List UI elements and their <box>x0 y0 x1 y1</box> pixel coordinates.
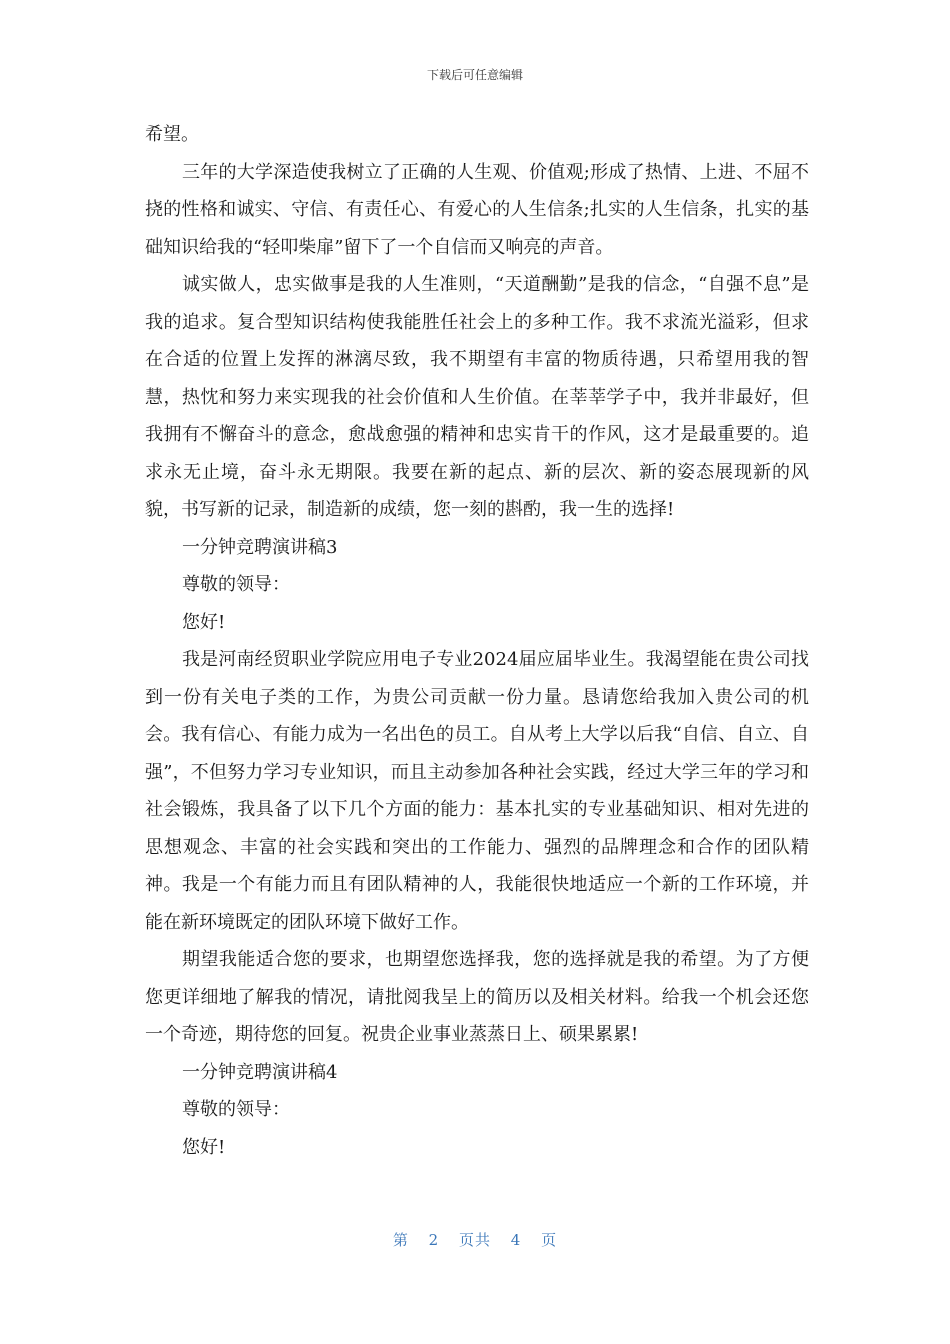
paragraph-8: 期望我能适合您的要求，也期望您选择我，您的选择就是我的希望。为了方便您更详细地了解我的情况，请批阅我呈上的简历以及相关材料。给我一个机会还您一个奇迹，期待您的回复。祝贵企业事业蒸蒸日上、硕果累累! <box>145 949 809 1045</box>
greeting-4: 您好! <box>182 1136 226 1158</box>
footer-total-pages: 4 <box>510 1231 522 1249</box>
footer-label-of: 页共 <box>458 1231 491 1249</box>
salutation-4: 尊敬的领导： <box>182 1099 290 1120</box>
footer-current-page: 2 <box>428 1231 440 1249</box>
paragraph-2: 三年的大学深造使我树立了正确的人生观、价值观;形成了热情、上进、不屈不挠的性格和诚实、守信、有责任心、有爱心的人生信条;扎实的人生信条，扎实的基础知识给我的“轻叩柴扉”留下了一个自信而又响亮的声音。 <box>145 161 809 258</box>
page-footer <box>0 1229 950 1250</box>
greeting-3: 您好! <box>182 611 226 633</box>
section-title-4: 一分钟竞聘演讲稿4 <box>182 1061 338 1083</box>
section-title-3: 一分钟竞聘演讲稿3 <box>182 536 338 558</box>
header-text: 下载后可任意编辑 <box>426 68 523 82</box>
paragraph-7: 我是河南经贸职业学院应用电子专业2024届应届毕业生。我渴望能在贵公司找到一份有关电子类的工作，为贵公司贡献一份力量。恳请您给我加入贵公司的机会。我有信心、有能力成为一名出色的员工。自从考上大学以后我“自信、自立、自强”，不但努力学习专业知识，而且主动参加各种社会实践，经过大学三年的学习和社会锻炼，我具备了以下几个方面的能力：基本扎实的专业基础知识、相对先进的思想观念、丰富的社会实践和突出的工作能力、强烈的品牌理念和合作的团队精神。我是一个有能力而且有团队精神的人，我能很快地适应一个新的工作环境，并能在新环境既定的团队环境下做好工作。 <box>145 649 809 933</box>
page-header <box>0 66 950 83</box>
paragraph-1: 希望。 <box>145 124 199 145</box>
footer-label-page: 第 <box>392 1231 409 1249</box>
document-body <box>145 116 809 1166</box>
salutation-3: 尊敬的领导： <box>182 574 290 595</box>
paragraph-3: 诚实做人，忠实做事是我的人生准则，“天道酬勤”是我的信念，“自强不息”是我的追求。复合型知识结构使我能胜任社会上的多种工作。我不求流光溢彩，但求在合适的位置上发挥的淋漓尽致，我不期望有丰富的物质待遇，只希望用我的智慧，热忱和努力来实现我的社会价值和人生价值。在莘莘学子中，我并非最好，但我拥有不懈奋斗的意念，愈战愈强的精神和忠实肯干的作风，这才是最重要的。追求永无止境，奋斗永无期限。我要在新的起点、新的层次、新的姿态展现新的风貌，书写新的记录，制造新的成绩，您一刻的斟酌，我一生的选择! <box>145 274 809 520</box>
footer-label-end: 页 <box>541 1231 558 1249</box>
